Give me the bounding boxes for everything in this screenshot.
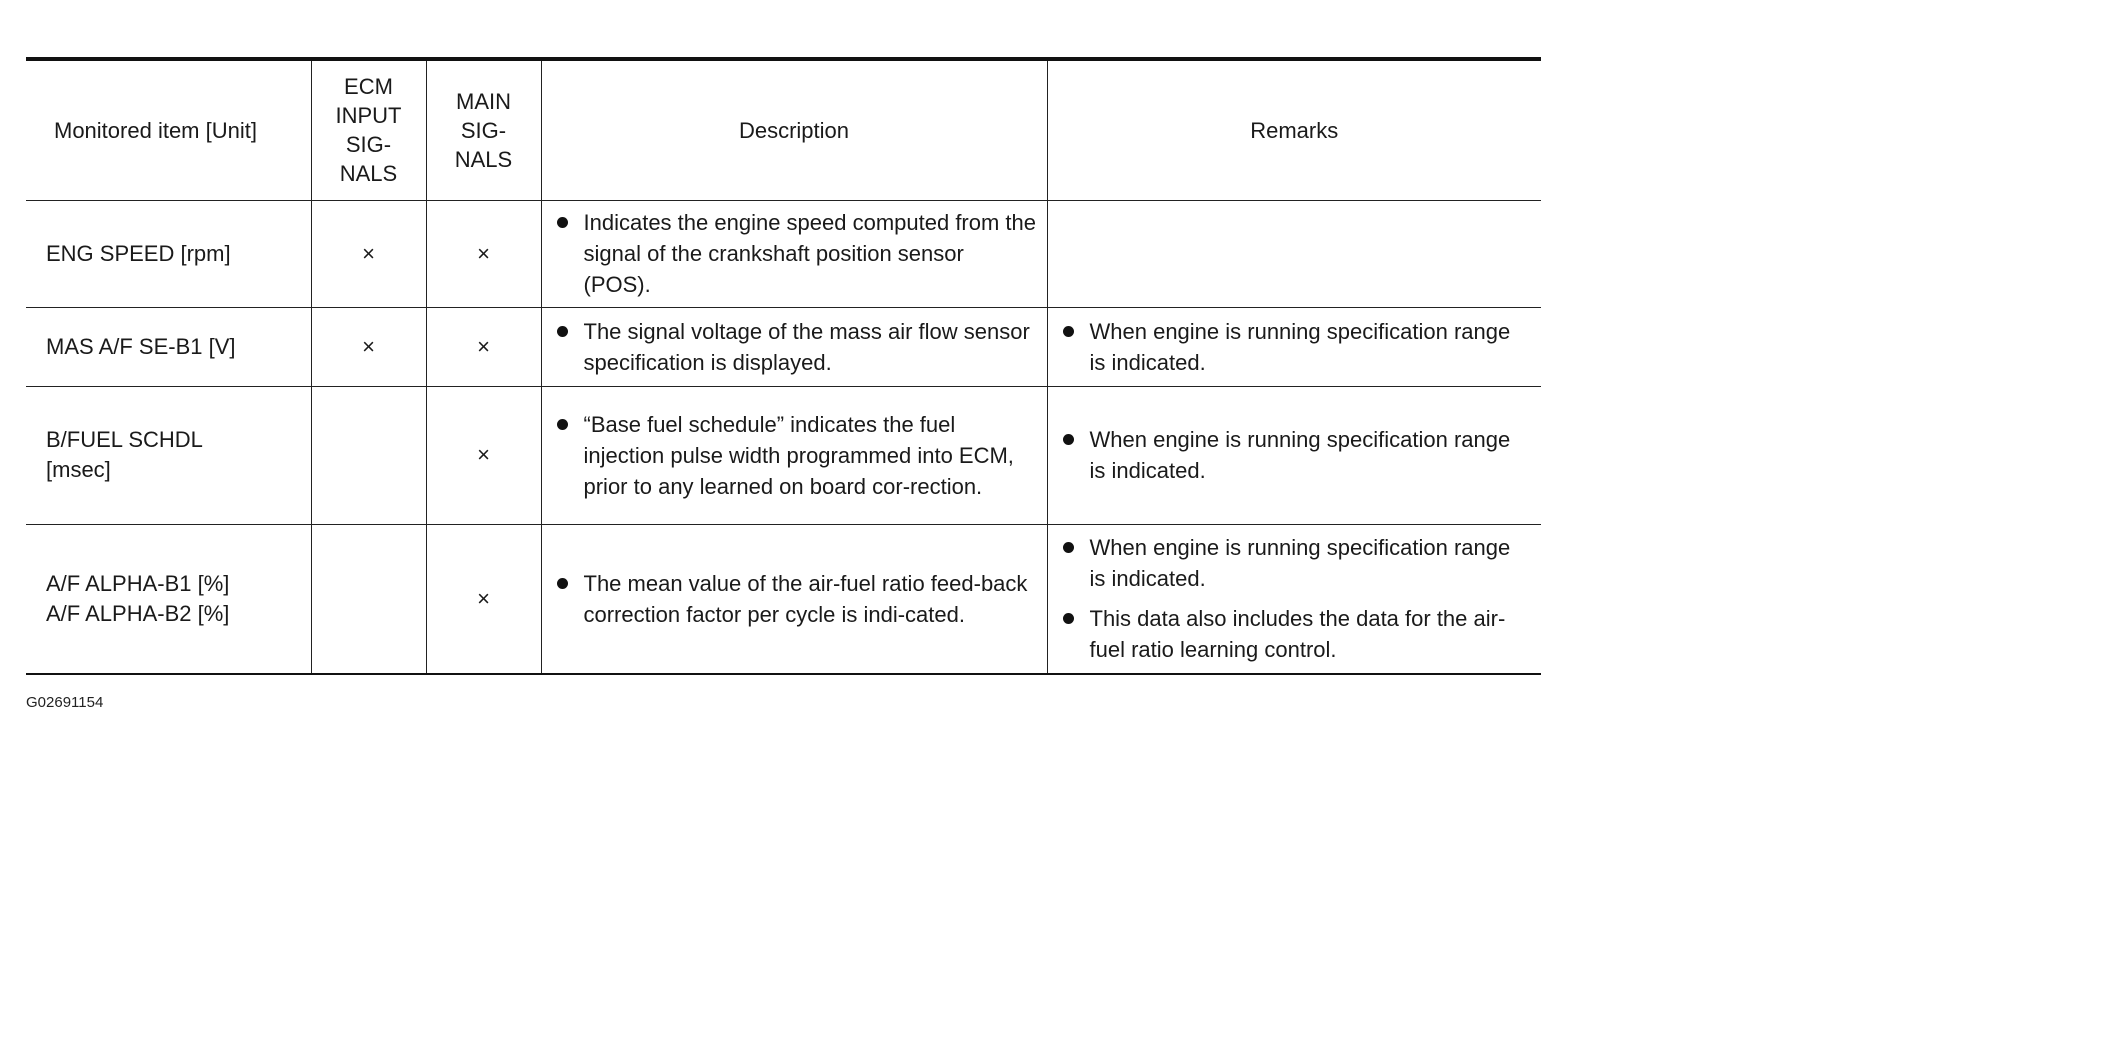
description-bullet: “Base fuel schedule” indicates the fuel injection pulse width programmed into ECM, prior to any learned on board cor-rection.: [542, 409, 1037, 502]
monitored-item-label: ENG SPEED [rpm]: [46, 240, 231, 266]
header-ecm-line: SIG-: [345, 132, 392, 158]
remarks-bullet: This data also includes the data for the air-fuel ratio learning control.: [1048, 603, 1532, 665]
main-signal-mark: ×: [426, 200, 541, 307]
monitored-item-cell: [26, 524, 311, 674]
remarks-cell: [1047, 386, 1541, 524]
remarks-cell: [1047, 524, 1541, 674]
header-ecm-line: NALS: [339, 161, 398, 187]
header-ecm-input-signals: [311, 59, 426, 200]
remarks-bullet: When engine is running specification range is indicated.: [1048, 316, 1532, 378]
ecm-input-mark: [311, 524, 426, 674]
monitored-item-cell: [26, 386, 311, 524]
header-monitored-item: Monitored item [Unit]: [26, 59, 311, 200]
remarks-cell: [1047, 200, 1541, 307]
main-signal-mark: ×: [426, 524, 541, 674]
remarks-bullet: When engine is running specification range is indicated.: [1048, 532, 1532, 594]
remarks-cell: [1047, 307, 1541, 386]
table-row: [26, 307, 1541, 386]
ecm-input-mark: ×: [311, 200, 426, 307]
header-ecm-line: INPUT: [335, 103, 402, 129]
table-row: [26, 524, 1541, 674]
header-main-line: SIG-: [460, 117, 507, 143]
ecm-input-mark: [311, 386, 426, 524]
table-row: [26, 386, 1541, 524]
description-cell: [541, 200, 1047, 307]
header-main-line: MAIN: [456, 88, 511, 114]
remarks-bullet: When engine is running specification range is indicated.: [1048, 424, 1532, 486]
main-signal-mark: ×: [426, 386, 541, 524]
description-cell: [541, 524, 1047, 674]
monitored-item-label: B/FUEL SCHDL: [46, 427, 203, 452]
table-row: [26, 200, 1541, 307]
monitored-item-unit: [msec]: [46, 457, 111, 482]
description-bullet: Indicates the engine speed computed from the signal of the crankshaft position sensor (POS).: [542, 207, 1037, 300]
description-cell: [541, 307, 1047, 386]
monitored-items-table: [26, 57, 1541, 675]
description-cell: [541, 386, 1047, 524]
monitored-item-label: MAS A/F SE-B1 [V]: [46, 333, 236, 359]
header-remarks: Remarks: [1047, 59, 1541, 200]
description-bullet: The mean value of the air-fuel ratio feed-back correction factor per cycle is indi-cated.: [542, 568, 1037, 630]
header-row: [26, 59, 1541, 200]
monitored-item-label: A/F ALPHA-B1 [%]: [46, 570, 230, 596]
monitored-item-cell: [26, 200, 311, 307]
monitored-item-label: A/F ALPHA-B2 [%]: [46, 600, 230, 626]
monitored-item-cell: [26, 307, 311, 386]
description-bullet: The signal voltage of the mass air flow sensor specification is displayed.: [542, 316, 1037, 378]
figure-id: G02691154: [26, 694, 104, 711]
main-signal-mark: ×: [426, 307, 541, 386]
header-main-signals: [426, 59, 541, 200]
header-main-line: NALS: [454, 146, 513, 172]
ecm-input-mark: ×: [311, 307, 426, 386]
header-description: Description: [541, 59, 1047, 200]
header-ecm-line: ECM: [344, 74, 393, 100]
